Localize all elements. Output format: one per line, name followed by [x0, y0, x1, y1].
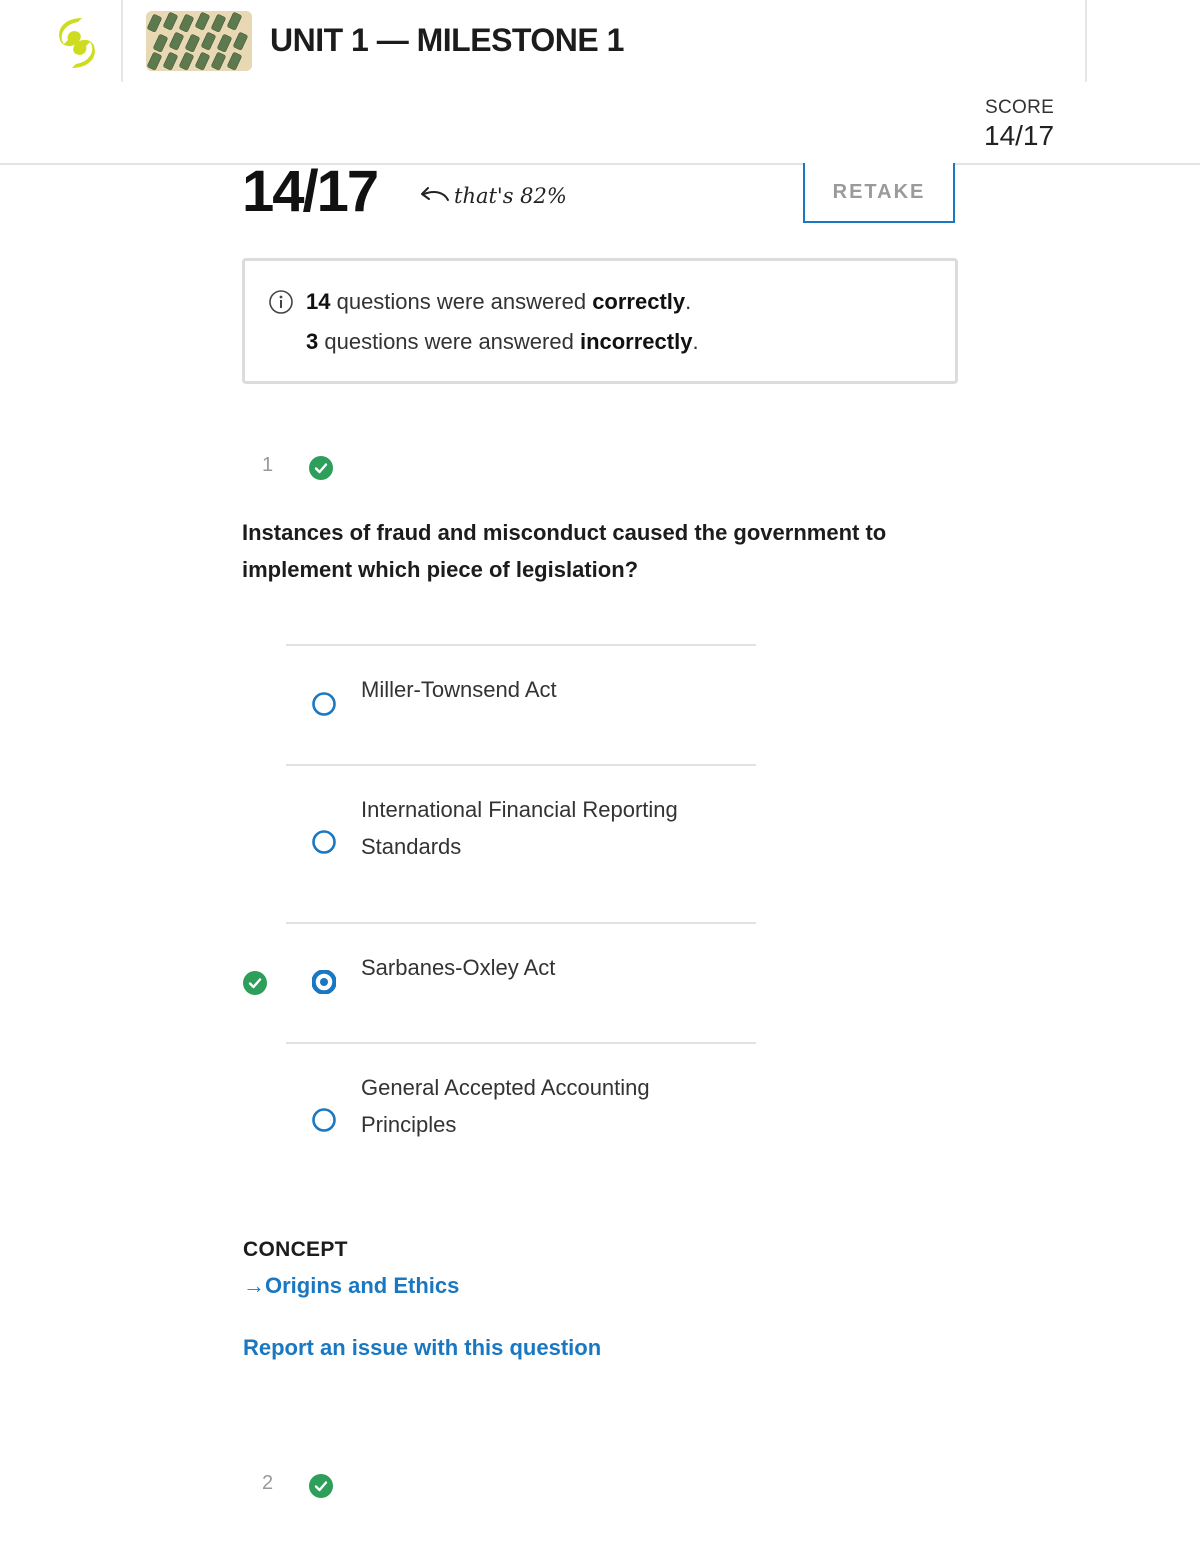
header-separator [121, 0, 123, 82]
incorrect-word: incorrectly [579, 329, 693, 354]
unit-thumbnail [146, 11, 252, 71]
radio-button[interactable] [312, 1108, 336, 1132]
info-icon [268, 289, 294, 320]
correct-check-icon [308, 1473, 334, 1499]
big-score: 14/17 [242, 159, 378, 224]
question-text: Instances of fraud and misconduct caused the government to implement which piece of legislation? [242, 520, 887, 582]
report-issue-link[interactable]: Report an issue with this question [243, 1335, 602, 1360]
header-divider [0, 163, 1200, 165]
concept-link-label[interactable]: Origins and Ethics [265, 1273, 460, 1298]
option-divider [286, 764, 756, 766]
curved-arrow-icon [418, 184, 450, 208]
option-divider [286, 644, 756, 646]
incorrect-summary [306, 329, 699, 355]
option-label[interactable]: International Financial Reporting Standards [361, 797, 678, 859]
option-divider [286, 1042, 756, 1044]
option-label[interactable]: Sarbanes-Oxley Act [361, 955, 556, 980]
option-label[interactable]: General Accepted Accounting Principles [361, 1075, 650, 1137]
correct-word: correctly [592, 289, 686, 314]
concept-label: CONCEPT [243, 1238, 348, 1261]
correct-check-icon [308, 455, 334, 481]
summary-box [242, 258, 958, 384]
score-value: 14/17 [984, 120, 1055, 151]
period: . [692, 329, 699, 354]
question-number: 1 [262, 454, 274, 476]
incorrect-count: 3 [306, 329, 319, 354]
question-number: 2 [262, 1472, 274, 1494]
arrow-right-icon: → [243, 1273, 265, 1298]
incorrect-text: questions were answered [318, 329, 580, 354]
percent-note-text: that's 82% [454, 184, 567, 208]
header-separator-right [1085, 0, 1087, 82]
period: . [685, 289, 692, 314]
radio-button[interactable] [312, 692, 336, 716]
unit-title: UNIT 1 — MILESTONE 1 [270, 22, 624, 58]
score-percent-note [418, 184, 567, 214]
score-label: SCORE [985, 97, 1055, 118]
option-label[interactable]: Miller-Townsend Act [361, 677, 557, 702]
sophia-logo-icon[interactable] [52, 14, 102, 72]
radio-button[interactable] [312, 830, 336, 854]
radio-button-selected[interactable] [312, 970, 336, 994]
concept-link[interactable] [243, 1273, 459, 1299]
retake-button[interactable]: RETAKE [803, 163, 955, 223]
correct-answer-check-icon [242, 970, 268, 996]
option-divider [286, 922, 756, 924]
correct-summary [306, 289, 691, 315]
correct-text: questions were answered [330, 289, 593, 314]
correct-count: 14 [306, 289, 331, 314]
